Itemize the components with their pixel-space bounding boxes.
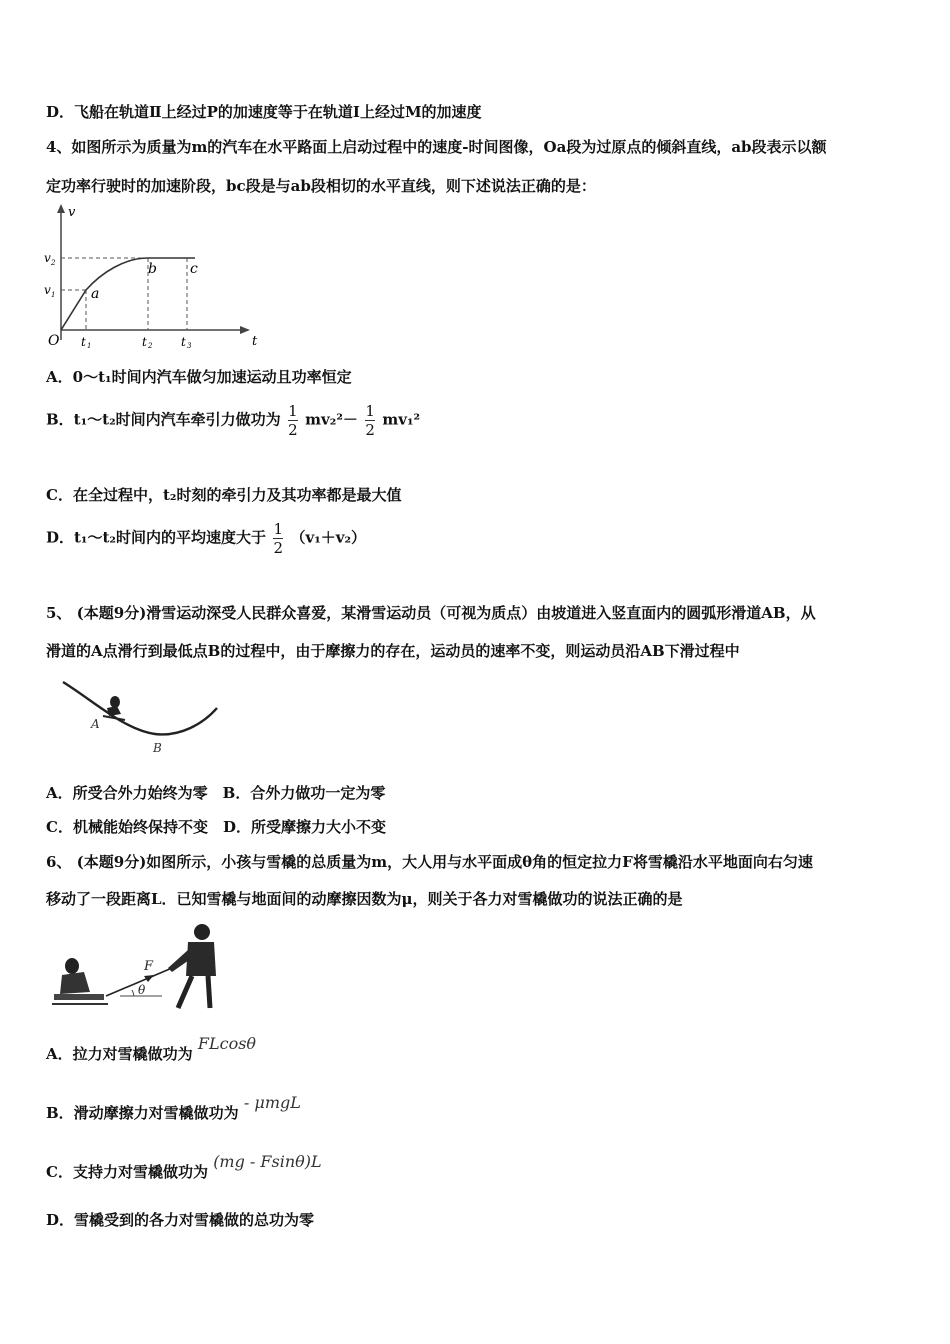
- q4-option-d-text: D．t₁～t₂时间内的平均速度大于: [46, 528, 267, 547]
- v2-label: v: [44, 251, 51, 265]
- q5-options-cd: C．机械能始终保持不变 D．所受摩擦力大小不变: [46, 818, 386, 836]
- fraction-numerator: 1: [273, 520, 284, 538]
- q4-option-b-mid: mv₂²－: [305, 410, 358, 429]
- fraction-numerator: 1: [365, 402, 375, 420]
- q6-option-b-expression: - μmgL: [243, 1093, 301, 1112]
- point-c-label: c: [190, 261, 198, 277]
- q6-option-d: D．雪橇受到的各力对雪橇做的总功为零: [46, 1211, 315, 1229]
- t2-subscript: 2: [148, 342, 153, 350]
- t2-label: t: [142, 335, 147, 349]
- q6-stem-line1: 6、 (本题9分)如图所示，小孩与雪橇的总质量为m，大人用与水平面成θ角的恒定拉力F将雪橇沿水平地面向右匀速: [46, 853, 813, 871]
- adult-icon: [168, 924, 216, 1008]
- q4-option-b-post: mv₁²: [382, 410, 421, 429]
- t3-subscript: 3: [187, 342, 192, 350]
- point-a-label: a: [91, 286, 100, 302]
- point-b-label: b: [148, 261, 157, 277]
- q4-option-c: C．在全过程中，t₂时刻的牵引力及其功率都是最大值: [46, 486, 402, 504]
- v1-label: v: [44, 283, 51, 297]
- fraction-denominator: 2: [273, 539, 284, 557]
- origin-label: O: [48, 333, 60, 349]
- sled-child-icon: [52, 958, 108, 1004]
- v-axis-arrow: [57, 204, 65, 213]
- t3-label: t: [181, 335, 186, 349]
- q6-option-a: [46, 1034, 257, 1064]
- q6-option-b-text: B．滑动摩擦力对雪橇做功为: [46, 1104, 239, 1122]
- axis-t-label: t: [252, 334, 258, 349]
- fraction-one-half-2: [365, 402, 375, 439]
- q4-option-b-text: B．t₁～t₂时间内汽车牵引力做功为: [46, 410, 281, 429]
- q5-ski-track-figure: [55, 672, 225, 760]
- v1-subscript: 1: [51, 291, 56, 299]
- q6-option-c-expression: (mg - Fsinθ)L: [213, 1152, 322, 1171]
- q5-stem-line1: 5、 (本题9分)滑雪运动深受人民群众喜爱，某滑雪运动员（可视为质点）由坡道进入竖直面内的圆弧形滑道AB，从: [46, 604, 816, 622]
- q5-options-ab: A．所受合外力始终为零 B．合外力做功一定为零: [46, 784, 386, 802]
- q4-stem-line2: 定功率行驶时的加速阶段，bc段是与ab段相切的水平直线，则下述说法正确的是：: [46, 177, 596, 195]
- q4-stem-line1: 4、如图所示为质量为m的汽车在水平路面上启动过程中的速度-时间图像，Oa段为过原点的倾斜直线，ab段表示以额: [46, 138, 827, 156]
- angle-theta-label: θ: [138, 983, 146, 997]
- t1-label: t: [81, 335, 86, 349]
- fraction-one-half: [288, 402, 298, 439]
- q6-option-c: [46, 1152, 322, 1182]
- velocity-curve: [61, 258, 195, 330]
- angle-arc: [132, 990, 134, 996]
- point-b-label: B: [153, 741, 162, 755]
- arc-track: [63, 682, 217, 734]
- q4-option-b: [46, 402, 420, 439]
- q6-option-c-text: C．支持力对雪橇做功为: [46, 1163, 208, 1181]
- fraction-one-half-3: [273, 520, 283, 557]
- v2-subscript: 2: [51, 259, 56, 267]
- q4-vt-graph: [40, 200, 270, 352]
- q5-stem-line2: 滑道的A点滑行到最低点B的过程中，由于摩擦力的存在，运动员的速率不变，则运动员沿AB下滑过程中: [46, 642, 740, 660]
- force-f-label: F: [144, 959, 154, 974]
- q6-option-b: [46, 1093, 301, 1123]
- q6-option-a-expression: FLcosθ: [197, 1034, 257, 1053]
- fraction-denominator: 2: [288, 421, 298, 439]
- q3-option-d: D．飞船在轨道Ⅱ上经过P的加速度等于在轨道Ⅰ上经过M的加速度: [46, 103, 482, 121]
- axis-v-label: v: [68, 205, 76, 220]
- t1-subscript: 1: [87, 342, 92, 350]
- fraction-numerator: 1: [288, 402, 298, 420]
- fraction-denominator: 2: [365, 421, 375, 439]
- q4-option-d-post: （v₁＋v₂）: [290, 528, 367, 547]
- q4-option-d: [46, 520, 366, 557]
- q6-option-a-text: A．拉力对雪橇做功为: [46, 1045, 193, 1063]
- q6-stem-line2: 移动了一段距离L．已知雪橇与地面间的动摩擦因数为μ，则关于各力对雪橇做功的说法正确的是: [46, 890, 683, 908]
- t-axis-arrow: [240, 326, 250, 334]
- q6-sled-figure: [50, 920, 225, 1015]
- q4-option-a: A．0～t₁时间内汽车做匀加速运动且功率恒定: [46, 368, 352, 386]
- point-a-label: A: [91, 717, 100, 731]
